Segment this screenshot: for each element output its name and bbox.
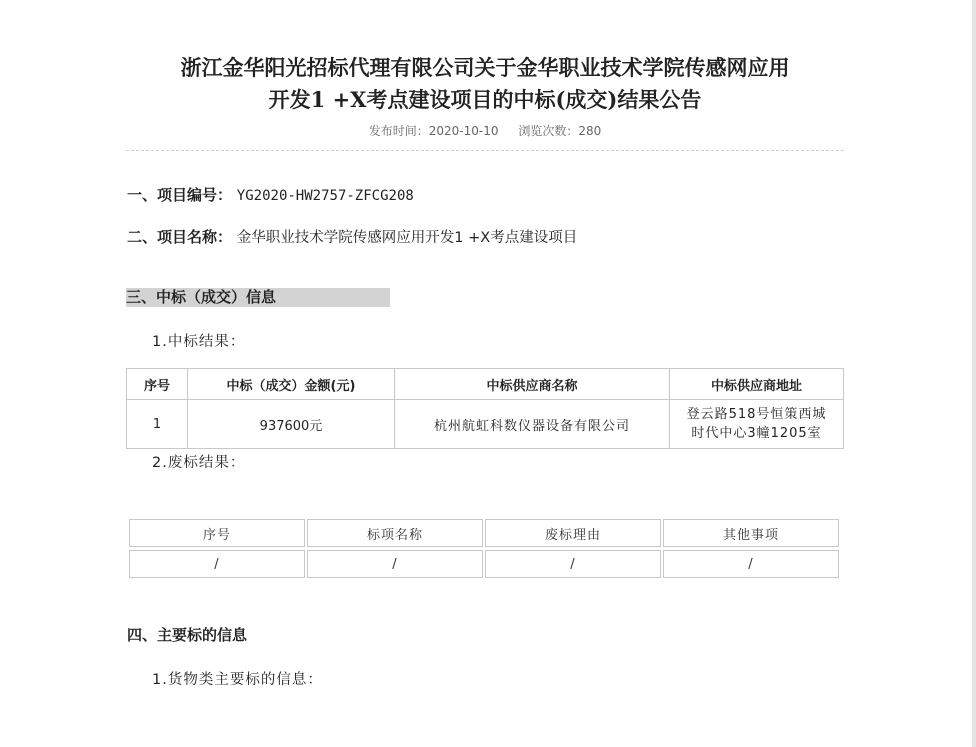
award-result-table [126, 368, 844, 449]
cell-address [670, 400, 844, 449]
cell-reason: / [485, 550, 661, 578]
table-row [127, 400, 844, 449]
failed-bid-table [127, 516, 841, 581]
title-line-2: 开发1 +X考点建设项目的中标(成交)结果公告 [268, 87, 702, 112]
title-divider [126, 150, 844, 151]
project-number-label: 一、项目编号： [127, 186, 233, 204]
col-header-reason: 废标理由 [485, 519, 661, 547]
project-number-row [127, 184, 414, 205]
goods-subject-subheading: 1.货物类主要标的信息： [152, 672, 323, 688]
table-row [129, 550, 839, 578]
table-header-row [127, 369, 844, 400]
project-name-row [127, 226, 577, 247]
col-header-lot-name: 标项名称 [307, 519, 483, 547]
cell-lot-name: / [307, 550, 483, 578]
cell-index: / [129, 550, 305, 578]
view-count: 浏览次数：280 [518, 124, 602, 138]
publish-meta [110, 122, 860, 139]
cell-other: / [663, 550, 839, 578]
cell-supplier: 杭州航虹科数仪器设备有限公司 [395, 400, 670, 449]
main-subject-heading: 四、主要标的信息 [127, 626, 248, 644]
award-result-subheading: 1.中标结果： [152, 334, 246, 350]
project-name-label: 二、项目名称： [127, 228, 233, 246]
page-title [110, 52, 860, 116]
col-header-amount: 中标（成交）金额(元) [188, 369, 395, 400]
address-line-1: 登云路518号恒策西城 [686, 407, 827, 422]
address-line-2: 时代中心3幢1205室 [691, 426, 822, 441]
col-header-other: 其他事项 [663, 519, 839, 547]
scrollbar[interactable] [972, 0, 976, 747]
title-line-1: 浙江金华阳光招标代理有限公司关于金华职业技术学院传感网应用 [180, 55, 790, 80]
col-header-index: 序号 [129, 519, 305, 547]
col-header-supplier: 中标供应商名称 [395, 369, 670, 400]
project-name-value: 金华职业技术学院传感网应用开发1 +X考点建设项目 [236, 230, 578, 246]
publish-time: 发布时间：2020-10-10 [368, 124, 499, 138]
col-header-address: 中标供应商地址 [670, 369, 844, 400]
cell-amount: 937600元 [188, 400, 395, 449]
table-header-row [129, 519, 839, 547]
failed-bid-subheading: 2.废标结果： [152, 455, 246, 471]
award-info-heading: 三、中标（成交）信息 [126, 288, 390, 307]
col-header-index: 序号 [127, 369, 188, 400]
project-number-value: YG2020-HW2757-ZFCG208 [236, 188, 414, 204]
cell-index: 1 [127, 400, 188, 449]
